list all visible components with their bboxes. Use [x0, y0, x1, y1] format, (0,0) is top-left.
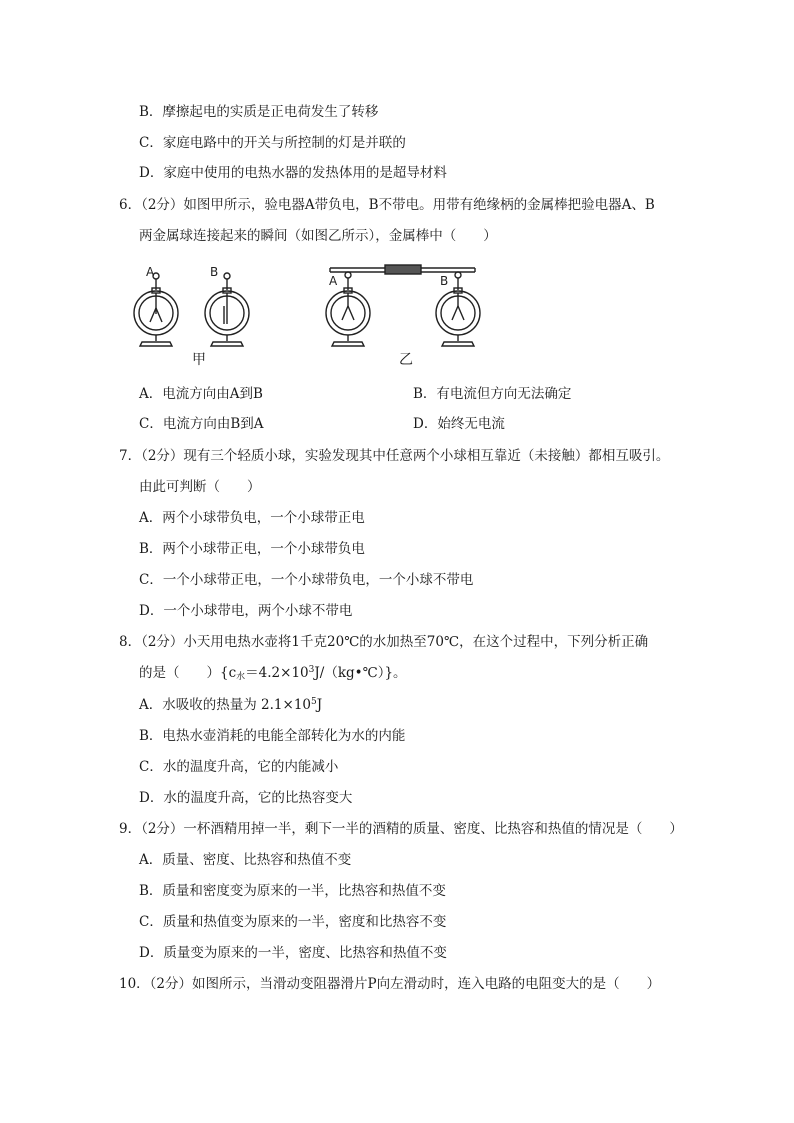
- q6-electroscope-figure: [130, 258, 490, 353]
- jia-electroscope-a: [134, 273, 178, 346]
- q8-stem-line1: 8．（2分）小天用电热水壶将1千克20℃的水加热至70℃，在这个过程中，下列分析正确: [119, 634, 649, 650]
- q5-option-c: C．家庭电路中的开关与所控制的灯是并联的: [139, 135, 406, 151]
- q6-option-b: B．有电流但方向无法确定: [413, 386, 572, 402]
- q6-option-d: D．始终无电流: [413, 416, 505, 432]
- q9-option-c: C．质量和热值变为原来的一半，密度和比热容不变: [139, 914, 447, 930]
- figure-caption-jia: 甲: [192, 352, 206, 368]
- q7-option-c: C．一个小球带正电，一个小球带负电，一个小球不带电: [139, 572, 474, 588]
- q8-option-b: B．电热水壶消耗的电能全部转化为水的内能: [139, 728, 406, 744]
- q6-stem-line1: 6．（2分）如图甲所示，验电器A带负电，B不带电。用带有绝缘柄的金属棒把验电器A、B: [119, 197, 655, 213]
- q6-stem-line2: 两金属球连接起来的瞬间（如图乙所示），金属棒中（ ）: [139, 228, 497, 244]
- q6-option-c: C．电流方向由B到A: [139, 416, 264, 432]
- q9-option-b: B．质量和密度变为原来的一半，比热容和热值不变: [139, 883, 446, 899]
- q7-option-d: D．一个小球带电，两个小球不带电: [139, 603, 353, 619]
- figure-caption-yi: 乙: [399, 352, 413, 368]
- q8-option-c: C．水的温度升高，它的内能减小: [139, 759, 339, 775]
- q9-stem-line1: 9．（2分）一杯酒精用掉一半，剩下一半的酒精的质量、密度、比热容和热值的情况是（ ）: [119, 821, 683, 837]
- yi-label-a: A: [329, 274, 338, 288]
- q10-stem-line1: 10．（2分）如图所示，当滑动变阻器滑片P向左滑动时，连入电路的电阻变大的是（ ）: [119, 976, 661, 992]
- q8-option-d: D．水的温度升高，它的比热容变大: [139, 790, 353, 806]
- q8-option-a: A．水吸收的热量为 $2.1\times 10^5J$: [139, 697, 323, 713]
- q7-option-a: A．两个小球带负电，一个小球带正电: [139, 510, 365, 526]
- jia-electroscope-b: [205, 273, 249, 346]
- q7-option-b: B．两个小球带正电，一个小球带负电: [139, 541, 365, 557]
- yi-metal-rod: [330, 265, 475, 274]
- q8-stem-line2: 的是（ ）$\{c_水=4.2\times 10^3J/(kg•℃)\}$。: [139, 665, 407, 682]
- jia-label-a: A: [146, 265, 155, 279]
- q5-option-d: D．家庭中使用的电热水器的发热体用的是超导材料: [139, 165, 447, 181]
- yi-label-b: B: [440, 274, 449, 288]
- q9-option-a: A．质量、密度、比热容和热值不变: [139, 852, 352, 868]
- q6-option-a: A．电流方向由A到B: [139, 386, 263, 402]
- q5-option-b: B．摩擦起电的实质是正电荷发生了转移: [139, 104, 379, 120]
- q7-stem-line2: 由此可判断（ ）: [139, 479, 261, 495]
- q7-stem-line1: 7．（2分）现有三个轻质小球，实验发现其中任意两个小球相互靠近（未接触）都相互吸引。: [119, 448, 670, 464]
- jia-label-b: B: [210, 265, 219, 279]
- q9-option-d: D．质量变为原来的一半，密度、比热容和热值不变: [139, 945, 447, 961]
